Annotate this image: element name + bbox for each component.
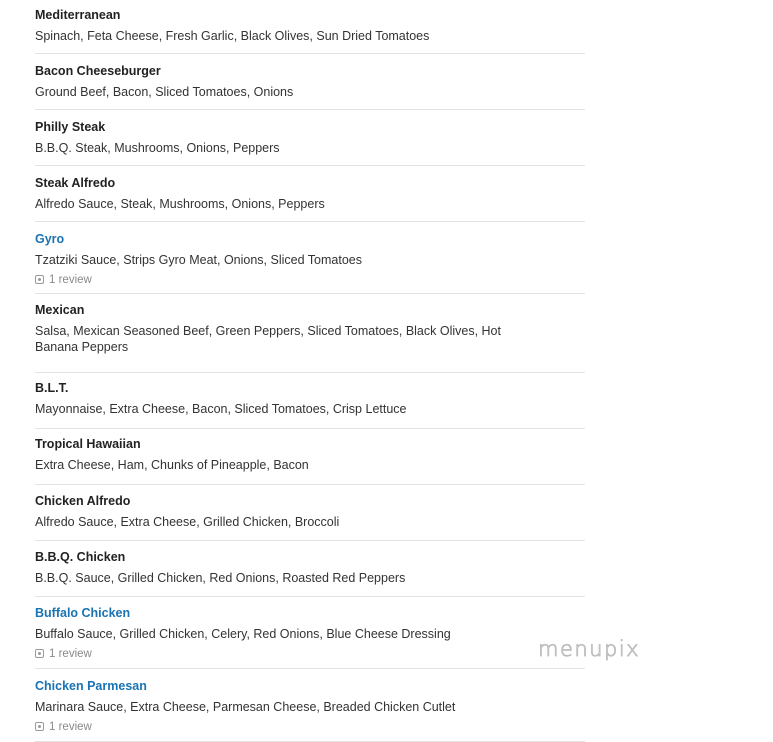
menu-item-blt: [35, 373, 585, 429]
item-name-link[interactable]: Gyro: [35, 232, 65, 246]
item-name: Philly Steak: [35, 120, 106, 134]
menu-item-chicken-parmesan: [35, 669, 585, 742]
menu-item-gyro: [35, 222, 585, 294]
item-description: Extra Cheese, Ham, Chunks of Pineapple, Bacon: [35, 458, 309, 472]
review-count: 1 review: [49, 274, 92, 286]
menu-list: [35, 0, 585, 742]
item-name: B.L.T.: [35, 381, 69, 395]
menupix-watermark: menupix: [538, 637, 641, 661]
menu-item-tropical-hawaiian: [35, 429, 585, 485]
menu-item-bacon-cheeseburger: [35, 54, 585, 110]
item-name: Chicken Alfredo: [35, 494, 131, 508]
menu-item-philly-steak: [35, 110, 585, 166]
item-name: Bacon Cheeseburger: [35, 64, 161, 78]
item-name: Tropical Hawaiian: [35, 437, 141, 451]
menu-item-steak-alfredo: [35, 166, 585, 222]
item-description: Mayonnaise, Extra Cheese, Bacon, Sliced Tomatoes, Crisp Lettuce: [35, 402, 407, 416]
review-count: 1 review: [49, 648, 92, 660]
review-icon: [35, 649, 44, 658]
item-description: B.B.Q. Sauce, Grilled Chicken, Red Onions, Roasted Red Peppers: [35, 571, 406, 585]
review-link[interactable]: [35, 273, 92, 287]
item-description: Spinach, Feta Cheese, Fresh Garlic, Black Olives, Sun Dried Tomatoes: [35, 29, 430, 43]
item-name: B.B.Q. Chicken: [35, 550, 126, 564]
item-description: Salsa, Mexican Seasoned Beef, Green Peppers, Sliced Tomatoes, Black Olives, Hot Banana Peppers: [35, 324, 501, 354]
item-description: Alfredo Sauce, Extra Cheese, Grilled Chicken, Broccoli: [35, 515, 340, 529]
menu-item-chicken-alfredo: [35, 485, 585, 541]
review-link[interactable]: [35, 720, 92, 734]
item-description: B.B.Q. Steak, Mushrooms, Onions, Peppers: [35, 141, 280, 155]
item-description: Tzatziki Sauce, Strips Gyro Meat, Onions, Sliced Tomatoes: [35, 253, 362, 267]
item-name: Steak Alfredo: [35, 176, 116, 190]
menu-item-bbq-chicken: [35, 541, 585, 597]
menu-item-buffalo-chicken: [35, 597, 585, 669]
review-link[interactable]: [35, 647, 92, 661]
item-name-link[interactable]: Buffalo Chicken: [35, 606, 131, 620]
item-name-link[interactable]: Chicken Parmesan: [35, 679, 147, 693]
item-description: Alfredo Sauce, Steak, Mushrooms, Onions, Peppers: [35, 197, 325, 211]
review-icon: [35, 722, 44, 731]
item-name: Mediterranean: [35, 8, 121, 22]
item-description: Ground Beef, Bacon, Sliced Tomatoes, Onions: [35, 85, 294, 99]
review-icon: [35, 275, 44, 284]
item-name: Mexican: [35, 303, 85, 317]
menu-item-mexican: [35, 294, 585, 373]
review-count: 1 review: [49, 721, 92, 733]
item-description: Marinara Sauce, Extra Cheese, Parmesan Cheese, Breaded Chicken Cutlet: [35, 700, 456, 714]
item-description: Buffalo Sauce, Grilled Chicken, Celery, Red Onions, Blue Cheese Dressing: [35, 627, 451, 641]
menu-item-mediterranean: [35, 0, 585, 54]
